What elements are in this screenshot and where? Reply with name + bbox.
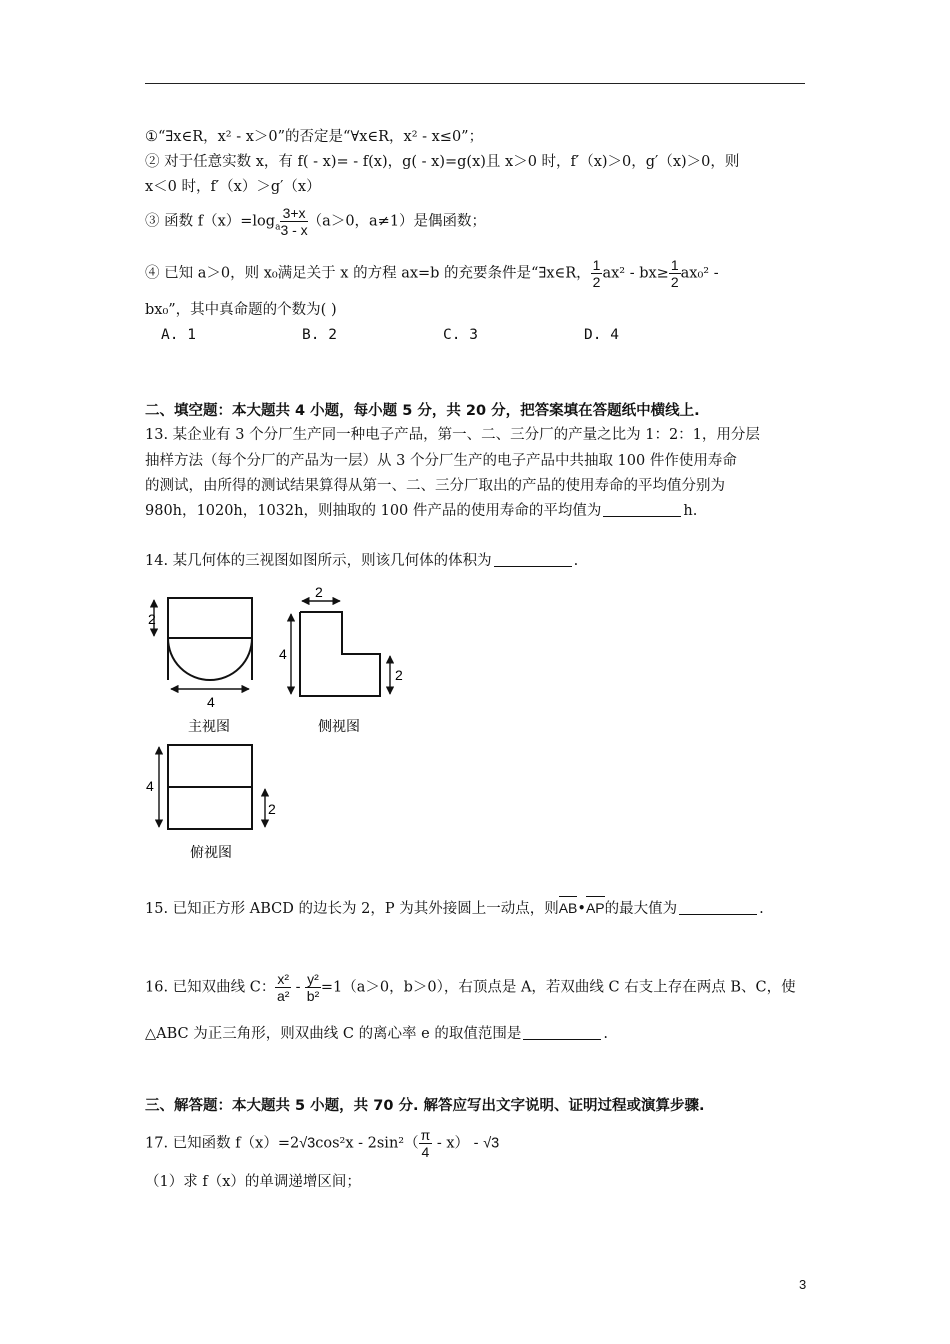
q13-answer-blank <box>603 502 681 517</box>
q16-line1: 16. 已知双曲线 C： $\frac{\text{x²}}{\text{a²}}$ - $\frac{\text{y²}}{\text{b²}}$ =1（a＞0，b＞0），右顶点是 A，若双曲线 C 右支上存在两点 B、C，使 <box>145 971 796 1004</box>
section2-heading: 二、填空题：本大题共 4 小题，每小题 5 分，共 20 分，把答案填在答题纸中横线上. <box>145 403 700 419</box>
q12-item2-line1: ② 对于任意实数 x，有 f( - x)= - f(x)，g( - x)=g(x)且 x＞0 时，f′（x)＞0，g′（x)＞0，则 <box>145 154 740 170</box>
q17-text: 17. 已知函数 f（x）=2√3cos²x - 2sin²（ $\frac{\pi}{4}$ - x） - √3 <box>145 1127 500 1160</box>
front-dim-height: 2 <box>148 611 156 627</box>
q13-line2: 抽样方法（每个分厂的产品为一层）从 3 个分厂生产的电子产品中共抽取 100 件作使用寿命 <box>145 453 737 469</box>
vector-ab: AB <box>558 900 578 916</box>
front-view <box>168 598 252 680</box>
q12-item4-line2: bx₀”，其中真命题的个数为( ) <box>145 302 337 318</box>
q12-item3: ③ 函数 $f(x)=\log_a$ $\frac{3+x}{3 - x}$ （a＞0，a≠1）是偶函数； <box>145 205 487 238</box>
q14-answer-blank <box>494 552 572 567</box>
top-view <box>168 745 252 829</box>
q12-option-a: A. 1 <box>161 327 196 343</box>
page-number: 3 <box>799 1277 807 1292</box>
q14-text: 14. 某几何体的三视图如图所示，则该几何体的体积为 . <box>145 553 579 569</box>
top-dim-height: 4 <box>146 778 154 794</box>
front-dim-width: 4 <box>207 694 215 710</box>
q13-line1: 13. 某企业有 3 个分厂生产同一种电子产品，第一、二、三分厂的产量之比为 1：2：1，用分层 <box>145 427 760 443</box>
q16-answer-blank <box>523 1025 601 1040</box>
q12-option-c: C. 3 <box>443 327 478 343</box>
q15-text: 15. 已知正方形 ABCD 的边长为 2，P 为其外接圆上一动点，则AB•AP的最大值为 . <box>145 900 764 917</box>
q12-option-d: D. 4 <box>584 327 619 343</box>
side-dim-top: 2 <box>315 584 323 600</box>
top-view-label: 俯视图 <box>190 844 232 860</box>
q16-y2-over-b2: $\frac{\text{y²}}{\text{b²}}$ <box>306 971 320 1004</box>
q16-line2: △ABC 为正三角形，则双曲线 C 的离心率 e 的取值范围是 . <box>145 1026 608 1042</box>
side-dim-right: 2 <box>395 667 403 683</box>
section3-heading: 三、解答题：本大题共 5 小题，共 70 分. 解答应写出文字说明、证明过程或演算步骤. <box>145 1098 705 1114</box>
vector-ap: AP <box>585 900 605 916</box>
q17-part1: （1）求 f（x）的单调递增区间； <box>145 1174 361 1190</box>
q12-item1: ①“∃x∈R，x² - x＞0”的否定是“∀x∈R，x² - x≤0”； <box>145 129 484 145</box>
three-view-figure <box>140 582 403 867</box>
side-view <box>300 612 380 696</box>
top-dim-right: 2 <box>268 801 276 817</box>
q16-x2-over-a2: $\frac{\text{x²}}{\text{a²}}$ <box>276 971 290 1004</box>
front-view-label: 主视图 <box>188 718 230 734</box>
q17-pi-over-4: $\frac{\pi}{4}$ <box>420 1127 431 1160</box>
q15-answer-blank <box>679 900 757 915</box>
q12-half-2: $\frac{1}{2}$ <box>670 257 679 290</box>
q12-option-b: B. 2 <box>302 327 337 343</box>
q12-item2-line2: x＜0 时，f′（x）＞g′（x） <box>145 179 321 195</box>
q12-item4: ④ 已知 a＞0，则 x₀满足关于 x 的方程 ax=b 的充要条件是“∃x∈R， $\frac{1}{2}$ ax² - bx≥ $\frac{1}{2}$ ax₀² - <box>145 257 719 290</box>
q12-item3-fraction: $\frac{3+x}{3 - x}$ <box>280 205 308 238</box>
side-dim-height: 4 <box>279 646 287 662</box>
side-view-label: 侧视图 <box>318 718 360 734</box>
header-rule <box>145 83 805 84</box>
q12-half-1: $\frac{1}{2}$ <box>592 257 601 290</box>
q13-line4: 980h，1020h，1032h，则抽取的 100 件产品的使用寿命的平均值为 h. <box>145 503 698 519</box>
q13-line3: 的测试，由所得的测试结果算得从第一、二、三分厂取出的产品的使用寿命的平均值分别为 <box>145 478 725 494</box>
